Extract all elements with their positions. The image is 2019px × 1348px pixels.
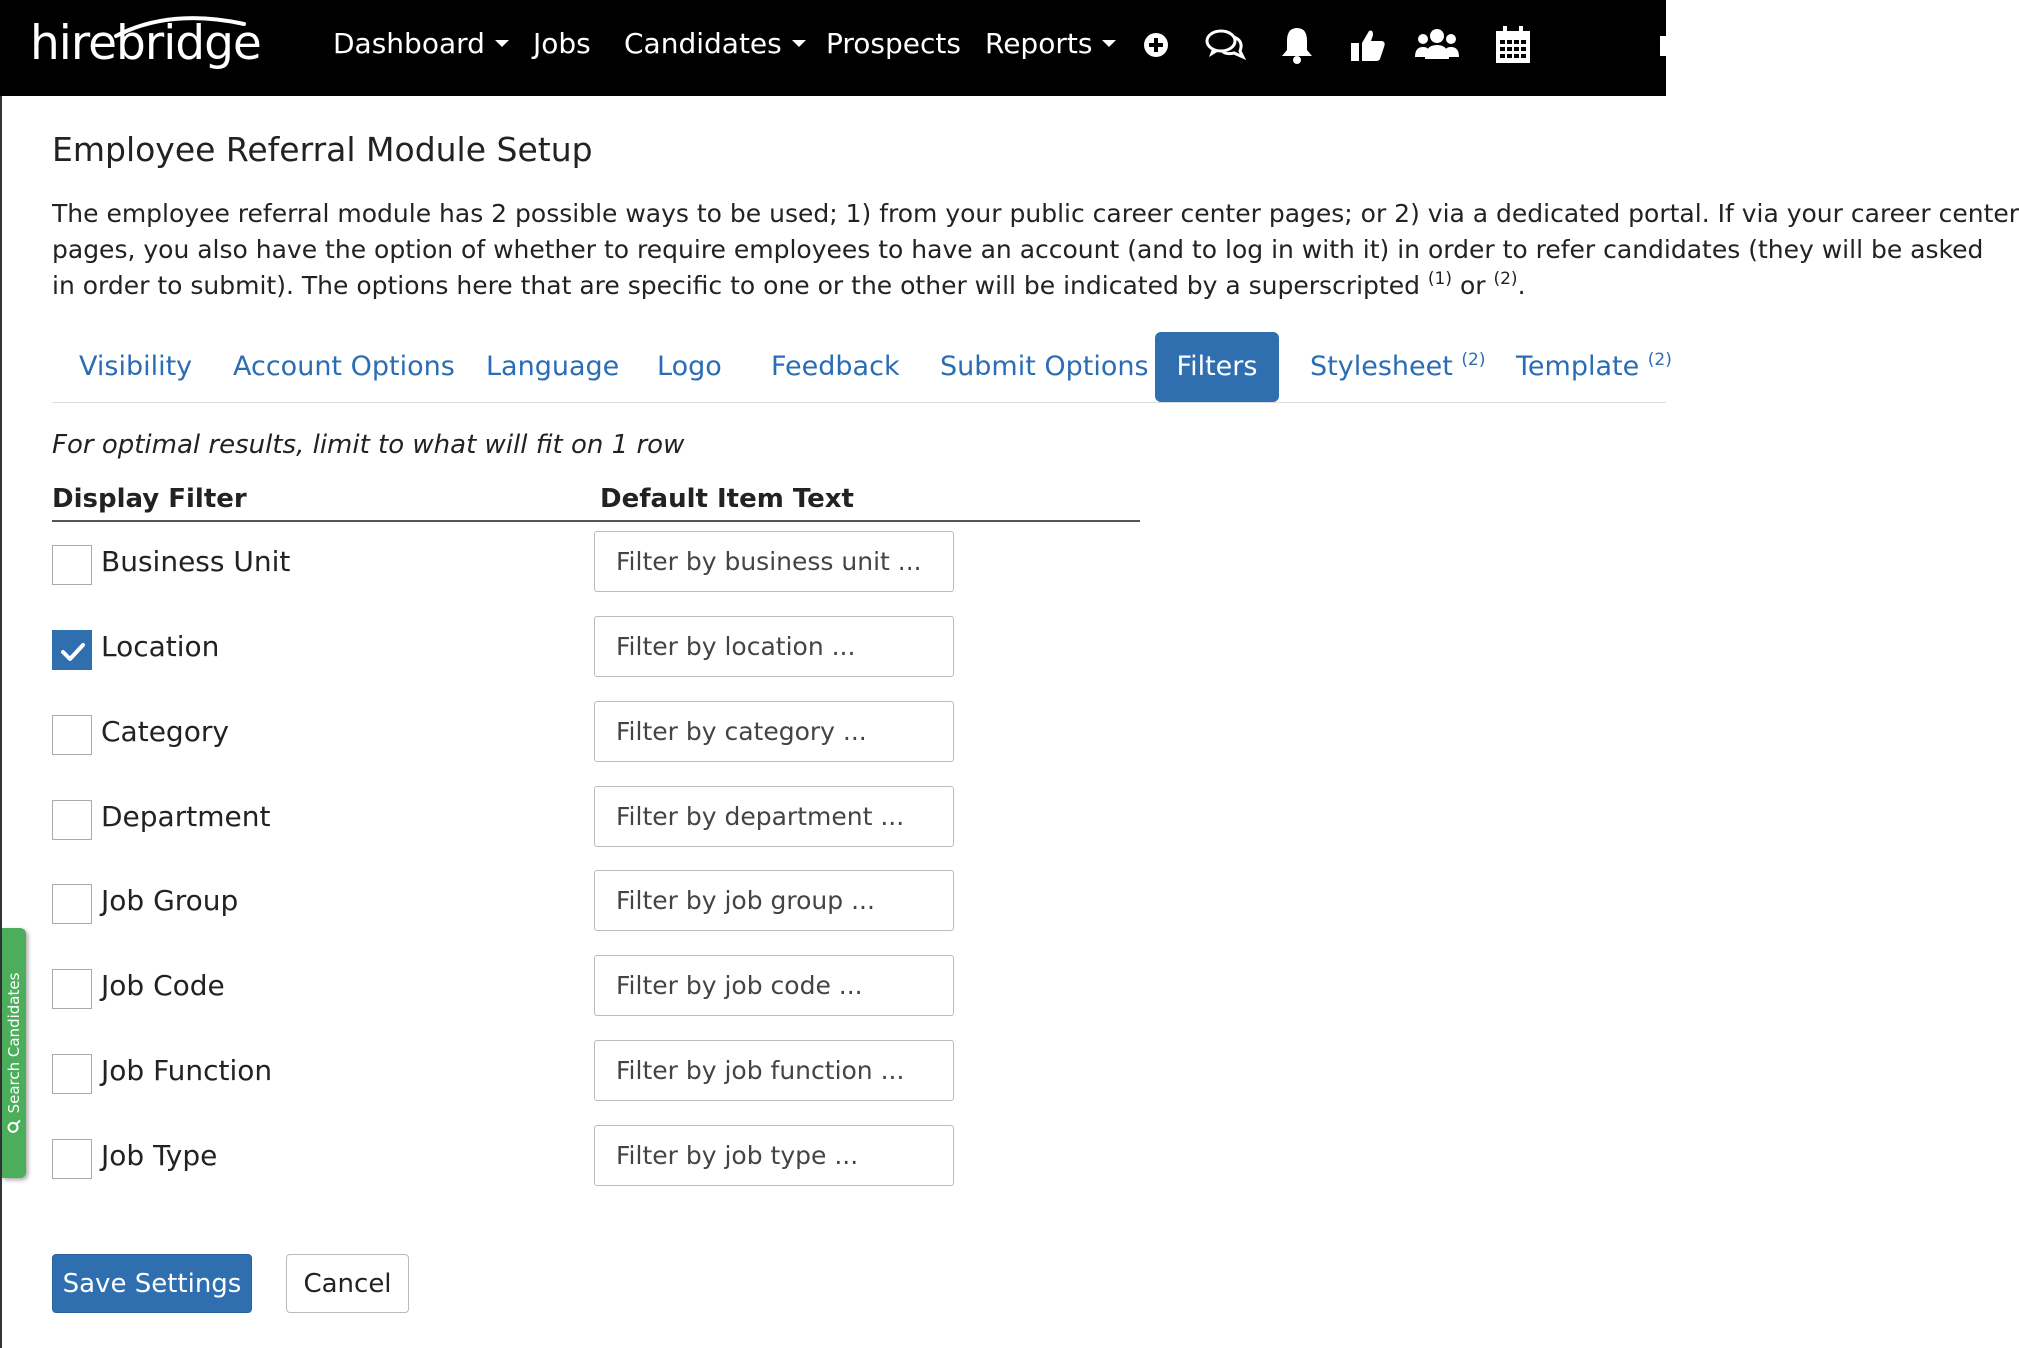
nav-reports[interactable] [985,22,1116,66]
tab-superscript: (2) [1461,350,1486,370]
tabs-divider [52,402,1666,403]
filter-label-job-type: Job Type [101,1139,218,1172]
tab-label: Language [486,351,620,382]
default-text-job-function-input[interactable] [594,1040,954,1101]
tab-label: Template [1516,351,1640,382]
filters-note: For optimal results, limit to what will fit on 1 row [52,430,685,460]
chat-bubbles-icon[interactable] [1202,22,1248,68]
filter-label-job-group: Job Group [101,884,239,917]
checkbox-category[interactable] [52,715,92,755]
column-header-label: Default Item Text [600,484,854,514]
nav-candidates-label: Candidates [624,27,782,60]
thumbs-up-icon[interactable] [1345,22,1391,68]
checkbox-job-group[interactable] [52,884,92,924]
tab-account-options[interactable] [233,332,455,402]
chevron-down-icon [792,40,806,47]
tab-template[interactable] [1516,332,1672,402]
page-title: Employee Referral Module Setup [52,130,593,169]
tab-submit-options[interactable] [940,332,1149,402]
tab-logo[interactable] [657,332,722,402]
superscript-2: (2) [1493,269,1518,289]
default-text-department-input[interactable] [594,786,954,847]
overflow-nav-icon [1660,36,1666,56]
search-candidates-label: Search Candidates [5,972,23,1114]
tab-label: Stylesheet [1310,351,1453,382]
tab-label: Account Options [233,351,455,382]
nav-jobs[interactable] [533,22,591,66]
plus-circle-icon[interactable] [1133,22,1179,68]
column-header-display-filter [52,484,592,522]
filter-label-business-unit: Business Unit [101,545,291,578]
tab-language[interactable] [486,332,619,402]
intro-line-1: The employee referral module has 2 possible ways to be used; 1) from your public career center pages; or 2) via a dedicated portal. If via your career center [52,199,2019,228]
checkbox-job-function[interactable] [52,1054,92,1094]
tab-visibility[interactable] [79,332,192,402]
intro-paragraph [52,196,2019,306]
logo-arc-icon [110,10,250,40]
tab-label: Filters [1176,351,1258,382]
bell-icon[interactable] [1274,22,1320,68]
nav-dashboard-label: Dashboard [333,27,485,60]
checkbox-job-type[interactable] [52,1139,92,1179]
chevron-down-icon [495,40,509,47]
tab-feedback[interactable] [771,332,900,402]
tab-superscript: (2) [1647,350,1672,370]
nav-reports-label: Reports [985,27,1093,60]
save-settings-button[interactable]: Save Settings [52,1254,252,1313]
top-nav-bar [0,0,1666,96]
filter-label-job-code: Job Code [101,969,225,1002]
nav-dashboard[interactable] [333,22,509,66]
default-text-job-group-input[interactable] [594,870,954,931]
checkmark-icon [53,631,93,671]
tab-label: Logo [657,351,722,382]
intro-line-3-or: or [1452,271,1494,300]
logo-text: hirebridge [30,16,261,71]
intro-line-2: pages, you also have the option of whether to require employees to have an account (and to log in with it) in order to refer candidates (they will be asked [52,235,1984,264]
default-text-business-unit-input[interactable] [594,531,954,592]
nav-jobs-label: Jobs [533,27,591,60]
intro-line-3-text: in order to submit). The options here that are specific to one or the other will be indicated by a superscripted [52,271,1428,300]
nav-prospects[interactable] [826,22,961,66]
checkbox-job-code[interactable] [52,969,92,1009]
checkbox-location[interactable] [52,630,92,670]
superscript-1: (1) [1427,269,1453,289]
filter-label-job-function: Job Function [101,1054,273,1087]
default-text-location-input[interactable] [594,616,954,677]
chevron-down-icon [1102,40,1116,47]
column-header-default-item-text [592,484,1140,522]
checkbox-business-unit[interactable] [52,545,92,585]
cancel-button[interactable]: Cancel [286,1254,409,1313]
tab-stylesheet[interactable] [1310,332,1486,402]
tab-label: Submit Options [940,351,1149,382]
checkbox-department[interactable] [52,800,92,840]
filter-label-category: Category [101,715,229,748]
intro-line-3 [52,268,1666,304]
calendar-icon[interactable] [1490,22,1536,68]
intro-line-3-end: . [1517,271,1526,300]
search-candidates-tab[interactable] [2,928,26,1178]
nav-prospects-label: Prospects [826,27,961,60]
tab-label: Visibility [79,351,193,382]
search-icon [7,1119,21,1133]
tab-label: Feedback [771,351,900,382]
hirebridge-logo[interactable] [30,14,261,74]
nav-candidates[interactable] [624,22,806,66]
filter-label-department: Department [101,800,271,833]
column-header-label: Display Filter [52,484,247,514]
tab-filters[interactable] [1155,332,1279,402]
users-icon[interactable] [1414,22,1460,68]
default-text-job-code-input[interactable] [594,955,954,1016]
default-text-job-type-input[interactable] [594,1125,954,1186]
filter-label-location: Location [101,630,220,663]
default-text-category-input[interactable] [594,701,954,762]
